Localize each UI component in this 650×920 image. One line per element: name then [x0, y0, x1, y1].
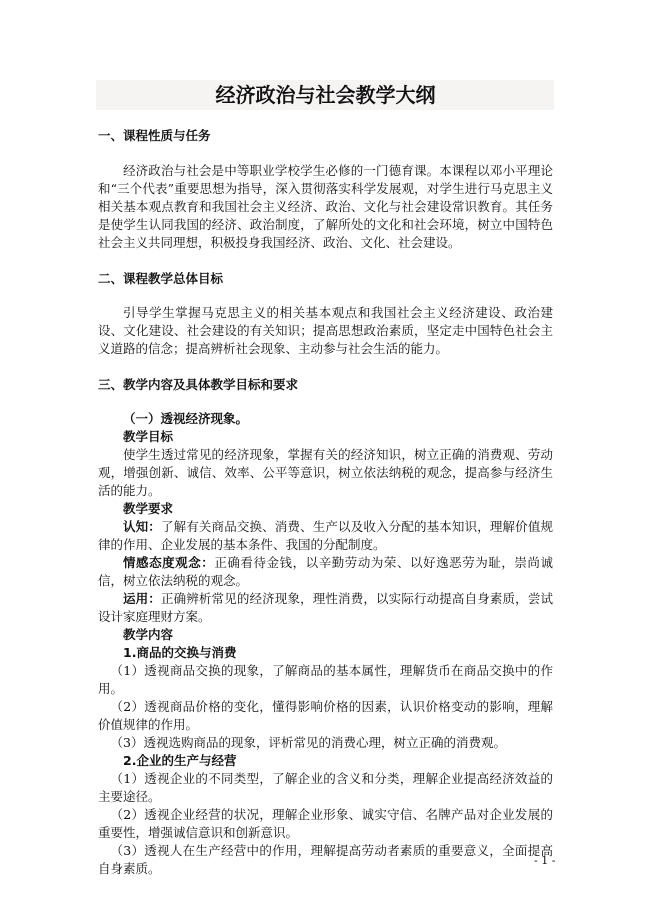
topic1-item: （2）透视商品价格的变化，懂得影响价格的因素，认识价格变动的影响，理解价值规律的作用。 [98, 699, 553, 732]
topic2-item: （3）透视人在生产经营中的作用，理解提高劳动者素质的重要意义，全面提高自身素质。 [98, 843, 553, 876]
topic2-heading: 2.企业的生产与经营 [123, 753, 237, 768]
attitude-label: 情感态度观念： [123, 555, 215, 570]
section1-body: 经济政治与社会是中等职业学校学生必修的一门德育课。本课程以邓小平理论和“三个代表”重要思想为指导，深入贯彻落实科学发展观，对学生进行马克思主义相关基本观点教育和我国社会主义经济、政治、文化与社会建设常识教育。其任务是使学生认同我国的经济、政治制度，了解所处的文化和社会环境，树立中国特色社会主义共同理想，积极投身我国经济、政治、文化、社会建设。 [98, 163, 553, 250]
attitude-body: 正确看待金钱，以辛勤劳动为荣、以好逸恶劳为耻，崇尚诚信，树立依法纳税的观念。 [98, 555, 553, 588]
requirement-attitude [98, 554, 553, 590]
unit-title: （一）透视经济现象。 [123, 411, 249, 426]
topic1-heading: 1.商品的交换与消费 [123, 645, 237, 660]
section2-body: 引导学生掌握马克思主义的相关基本观点和我国社会主义经济建设、政治建设、文化建设、社会建设的有关知识；提高思想政治素质，坚定走中国特色社会主义道路的信念；提高辨析社会现象、主动参与社会生活的能力。 [98, 305, 553, 356]
apply-label: 运用： [123, 591, 161, 606]
document-content [98, 80, 556, 878]
goal-body: 使学生透过常见的经济现象，掌握有关的经济知识，树立正确的消费观、劳动观，增强创新、诚信、效率、公平等意识，树立依法纳税的观念，提高参与经济生活的能力。 [98, 447, 553, 498]
requirement-apply [98, 590, 553, 626]
section2-heading: 二、课程教学总体目标 [98, 271, 224, 286]
requirement-cognition [98, 518, 553, 554]
page-number: - 1 - [534, 854, 556, 867]
content-heading: 教学内容 [123, 627, 174, 642]
section3-heading: 三、教学内容及具体教学目标和要求 [98, 377, 299, 392]
apply-body: 正确辨析常见的经济现象，理性消费，以实际行动提高自身素质，尝试设计家庭理财方案。 [98, 591, 553, 624]
topic2-item: （1）透视企业的不同类型，了解企业的含义和分类，理解企业提高经济效益的主要途径。 [98, 771, 553, 804]
page-title: 经济政治与社会教学大纲 [215, 83, 436, 107]
topic2-item: （2）透视企业经营的状况，理解企业形象、诚实守信、名牌产品对企业发展的重要性，增强诚信意识和创新意识。 [98, 807, 553, 840]
goal-heading: 教学目标 [123, 429, 174, 444]
section1-heading: 一、课程性质与任务 [98, 128, 211, 143]
topic1-item: （3）透视选购商品的现象，评析常见的消费心理，树立正确的消费观。 [110, 735, 506, 750]
cognition-label: 认知： [123, 519, 161, 534]
cognition-body: 了解有关商品交换、消费、生产以及收入分配的基本知识，理解价值规律的作用、企业发展的基本条件、我国的分配制度。 [98, 519, 553, 552]
topic1-item: （1）透视商品交换的现象，了解商品的基本属性，理解货币在商品交换中的作用。 [98, 663, 553, 696]
requirement-heading: 教学要求 [123, 501, 174, 516]
